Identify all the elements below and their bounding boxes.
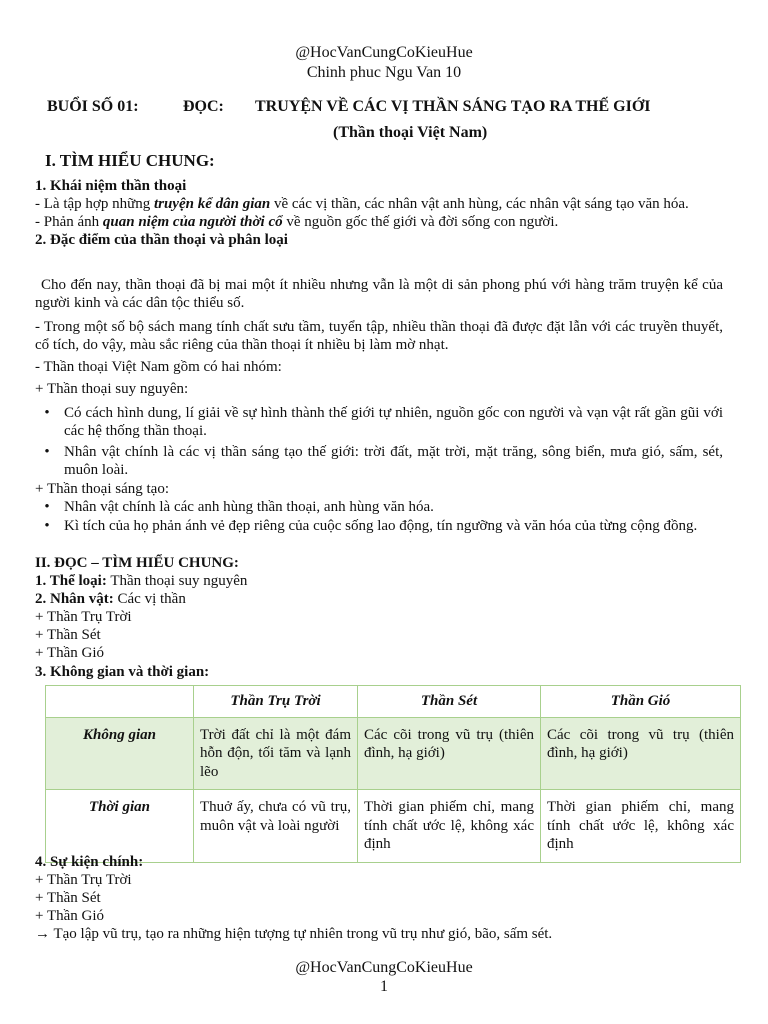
column-header: Thần Gió (541, 686, 741, 718)
genre-value: Thần thoại suy nguyên (110, 573, 248, 589)
table-row (46, 717, 741, 790)
header-course: Chinh phuc Ngu Van 10 (306, 64, 462, 81)
traits-paragraph-1: Cho đến nay, thần thoại đã bị mai một ít nhiều nhưng vẫn là một di sản phong phú với hàng trăm truyện kể của người kinh và các dân tộc thiểu số. (35, 277, 723, 311)
event-item: + Thần Gió (35, 908, 105, 924)
characters-value: Các vị thần (117, 591, 186, 607)
character-item: + Thần Trụ Trời (35, 609, 132, 625)
events-conclusion: → Tạo lập vũ trụ, tạo ra những hiện tượng tự nhiên trong vũ trụ như gió, bão, sấm sét. (35, 926, 553, 942)
concept-line-2-post: về nguồn gốc thế giới và đời sống con người. (286, 214, 559, 230)
list-item-text: Nhân vật chính là các vị thần sáng tạo thế giới: trời đất, mặt trời, mặt trăng, sông biển, mưa gió, sấm, sét, muôn loài. (64, 444, 723, 478)
genre-line (35, 572, 723, 590)
character-item: + Thần Sét (35, 627, 101, 643)
column-header: Thần Trụ Trời (194, 686, 358, 718)
group-name-creation: + Thần thoại sáng tạo: (35, 481, 169, 497)
list-item (44, 404, 723, 440)
concept-line-1-post: về các vị thần, các nhân vật anh hùng, các nhân vật sáng tạo văn hóa. (273, 196, 689, 212)
table-cell: Thuở ấy, chưa có vũ trụ, muôn vật và loài người (194, 790, 358, 863)
characters-line (35, 590, 723, 608)
part1-concept-section (35, 177, 723, 249)
genre-label: 1. Thể loại: (35, 573, 107, 589)
row-label: Thời gian (46, 790, 194, 863)
setting-table (45, 685, 741, 863)
table-header-row (46, 686, 741, 718)
concept-line-2 (35, 213, 723, 231)
group-name-origin: + Thần thoại suy nguyên: (35, 381, 189, 397)
bullet-icon: • (44, 499, 50, 515)
table-cell: Thời gian phiếm chỉ, mang tính chất ước lệ, không xác định (358, 790, 541, 863)
bullet-icon: • (44, 518, 50, 534)
traits-paragraph-2: - Trong một số bộ sách mang tính chất sưu tầm, tuyển tập, nhiều thần thoại đã được đặt lẫn với các truyền thuyết, cổ tích, do vậy, màu sắc riêng của thần thoại ít nhiều bị làm mờ nhạt. (35, 319, 723, 353)
header-handle: @HocVanCungCoKieuHue (295, 44, 473, 61)
list-item-text: Nhân vật chính là các anh hùng thần thoại, anh hùng văn hóa. (64, 499, 434, 515)
concept-line-1-emphasis: truyện kể dân gian (153, 196, 271, 212)
concept-heading: 1. Khái niệm thần thoại (35, 178, 187, 194)
list-item (44, 443, 723, 479)
groups-intro: - Thần thoại Việt Nam gồm có hai nhóm: (35, 359, 282, 375)
concept-line-2-emphasis: quan niệm của người thời cổ (102, 214, 283, 230)
traits-heading: 2. Đặc điểm của thần thoại và phân loại (35, 232, 288, 248)
table-cell: Các cõi trong vũ trụ (thiên đình, hạ giới) (541, 717, 741, 790)
table-row (46, 790, 741, 863)
concept-line-1-pre: - Là tập hợp những (35, 196, 151, 212)
setting-heading: 3. Không gian và thời gian: (35, 664, 210, 680)
table-cell: Trời đất chỉ là một đám hỗn độn, tối tăm và lạnh lẽo (194, 717, 358, 790)
bullet-icon: • (44, 405, 50, 421)
concept-line-2-pre: - Phản ánh (35, 214, 100, 230)
row-label: Không gian (46, 717, 194, 790)
bullet-icon: • (44, 444, 50, 460)
characters-label: 2. Nhân vật: (35, 591, 114, 607)
list-item-text: Có cách hình dung, lí giải về sự hình thành thế giới tự nhiên, nguồn gốc con người và vạn vật rất gần gũi với các hệ thống thần thoại. (64, 405, 723, 439)
list-item-text: Kì tích của họ phản ánh vẻ đẹp riêng của cuộc sống lao động, tín ngưỡng và văn hóa của từng cộng đồng. (64, 518, 698, 534)
events-heading: 4. Sự kiện chính: (35, 854, 144, 870)
lesson-subtitle: (Thần thoại Việt Nam) (333, 124, 488, 141)
part2-overview (35, 572, 723, 662)
events-section (35, 853, 723, 943)
event-item: + Thần Sét (35, 890, 101, 906)
character-item: + Thần Gió (35, 645, 105, 661)
lesson-session: BUỔI SỐ 01: (47, 98, 139, 115)
event-item: + Thần Trụ Trời (35, 872, 132, 888)
list-item (44, 498, 723, 516)
part1-heading: I. TÌM HIỂU CHUNG: (45, 151, 215, 170)
lesson-title: TRUYỆN VỀ CÁC VỊ THẦN SÁNG TẠO RA THẾ GIỚI (255, 98, 651, 115)
concept-line-1 (35, 195, 723, 213)
table-cell: Thời gian phiếm chỉ, mang tính chất ước lệ, không xác định (541, 790, 741, 863)
part2-heading: II. ĐỌC – TÌM HIỂU CHUNG: (35, 555, 239, 571)
table-corner-cell (46, 686, 194, 718)
list-item (44, 517, 723, 535)
footer-handle: @HocVanCungCoKieuHue (295, 959, 473, 976)
table-cell: Các cõi trong vũ trụ (thiên đình, hạ giới) (358, 717, 541, 790)
page-number: 1 (380, 978, 388, 995)
column-header: Thần Sét (358, 686, 541, 718)
lesson-section: ĐỌC: (183, 98, 224, 115)
